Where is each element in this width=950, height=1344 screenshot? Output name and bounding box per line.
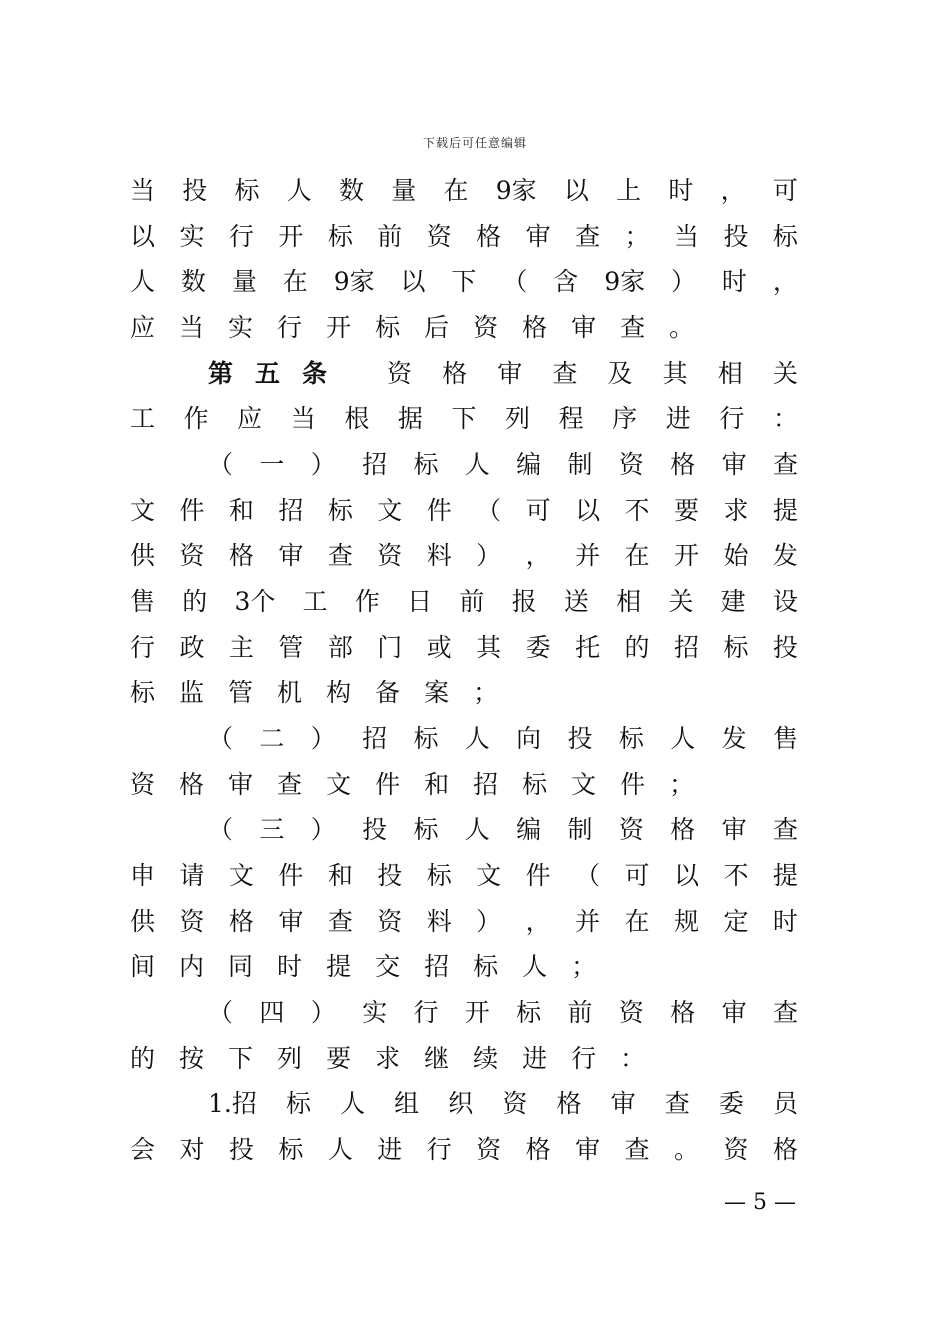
glyph: 同 (228, 952, 254, 981)
glyph: 格 (476, 222, 502, 251)
glyph: 或 (426, 633, 452, 662)
glyph: 审 (610, 1089, 636, 1118)
glyph: 文 (571, 770, 597, 799)
glyph: 招 (362, 724, 388, 753)
glyph: ） (476, 541, 502, 570)
glyph: 程 (558, 404, 584, 433)
glyph: 1.招 (208, 1089, 257, 1118)
glyph: 人 (340, 1089, 366, 1118)
glyph: 3个 (234, 587, 276, 616)
glyph: 文 (476, 861, 502, 890)
glyph: 进 (665, 404, 691, 433)
glyph: ， (525, 541, 551, 570)
glyph: 件 (375, 770, 401, 799)
glyph: （ (208, 724, 234, 753)
glyph: 查 (772, 450, 798, 479)
glyph: 投 (182, 176, 208, 205)
text-line (130, 947, 798, 987)
text-line (208, 719, 798, 759)
glyph: 组 (394, 1089, 420, 1118)
glyph: 进 (522, 1044, 548, 1073)
glyph: 格 (670, 998, 696, 1027)
text-line (208, 810, 798, 850)
glyph: 资 (473, 313, 499, 342)
glyph: 开 (278, 222, 304, 251)
glyph: 查 (552, 359, 578, 388)
glyph: 并 (575, 907, 601, 936)
glyph: 设 (772, 587, 798, 616)
glyph: ， (772, 267, 798, 296)
text-line (130, 262, 798, 302)
glyph: 标 (426, 861, 452, 890)
glyph: （ (208, 815, 234, 844)
glyph: 资 (377, 541, 403, 570)
glyph: 标 (723, 633, 749, 662)
glyph: 文 (130, 496, 156, 525)
glyph: 格 (228, 541, 254, 570)
glyph: 查 (575, 222, 601, 251)
glyph: 日 (407, 587, 433, 616)
glyph: 标 (413, 450, 439, 479)
glyph: 查 (772, 998, 798, 1027)
glyph: 其 (476, 633, 502, 662)
glyph: 格 (772, 1135, 798, 1164)
glyph: 资 (130, 770, 156, 799)
glyph: 资 (618, 815, 644, 844)
glyph: 和 (424, 770, 450, 799)
glyph: 时 (668, 176, 694, 205)
glyph: 行 (426, 1135, 452, 1164)
glyph: 的 (130, 1044, 156, 1073)
glyph: 标 (327, 222, 353, 251)
glyph: ； (669, 770, 695, 799)
glyph: 编 (516, 815, 542, 844)
glyph: 当 (673, 222, 699, 251)
glyph: 格 (228, 907, 254, 936)
page-number: — 5 — (724, 1190, 796, 1215)
glyph: 可 (525, 496, 551, 525)
glyph: 数 (180, 267, 206, 296)
glyph: 料 (426, 541, 452, 570)
glyph: 始 (723, 541, 749, 570)
text-line (208, 993, 798, 1033)
glyph: 序 (612, 404, 638, 433)
glyph: 以 (400, 267, 426, 296)
glyph: 工 (302, 587, 328, 616)
glyph: 投 (723, 222, 749, 251)
glyph: 9家 (495, 176, 537, 205)
glyph: 查 (277, 770, 303, 799)
glyph: 管 (228, 678, 254, 707)
glyph: 以 (563, 176, 589, 205)
glyph: 当 (290, 404, 316, 433)
glyph: 审 (721, 998, 747, 1027)
glyph: ） (310, 998, 336, 1027)
glyph: 投 (362, 815, 388, 844)
text-line (130, 399, 798, 439)
glyph: 要 (326, 1044, 352, 1073)
glyph: 不 (723, 861, 749, 890)
glyph: 管 (278, 633, 304, 662)
glyph: 格 (525, 1135, 551, 1164)
glyph: 查 (664, 1089, 690, 1118)
glyph: ： (620, 1044, 646, 1073)
glyph: 审 (721, 450, 747, 479)
glyph: 。 (673, 1135, 699, 1164)
glyph: 在 (443, 176, 469, 205)
glyph: 门 (377, 633, 403, 662)
glyph: 主 (228, 633, 254, 662)
glyph: 间 (130, 952, 156, 981)
glyph: 对 (179, 1135, 205, 1164)
glyph: 标 (772, 222, 798, 251)
glyph: 二 (259, 724, 285, 753)
glyph: 审 (278, 907, 304, 936)
text-line (130, 902, 798, 942)
text-line (130, 491, 798, 531)
glyph: 发 (721, 724, 747, 753)
glyph: 文 (228, 861, 254, 890)
glyph: 要 (673, 496, 699, 525)
glyph: 应 (130, 313, 156, 342)
glyph: 格 (442, 359, 468, 388)
glyph: 行 (277, 313, 303, 342)
glyph: 量 (231, 267, 257, 296)
glyph: 委 (525, 633, 551, 662)
glyph: ， (525, 907, 551, 936)
glyph: 在 (624, 541, 650, 570)
glyph: 提 (772, 861, 798, 890)
glyph: ） (476, 907, 502, 936)
glyph: 招 (278, 496, 304, 525)
text-line (130, 628, 798, 668)
glyph: 资 (476, 1135, 502, 1164)
glyph: 续 (473, 1044, 499, 1073)
glyph: 三 (259, 815, 285, 844)
glyph: 继 (424, 1044, 450, 1073)
glyph: 员 (772, 1089, 798, 1118)
glyph: 标 (278, 1135, 304, 1164)
glyph: 申 (130, 861, 156, 890)
glyph: 标 (130, 678, 156, 707)
glyph: 求 (723, 496, 749, 525)
glyph: 售 (130, 587, 156, 616)
glyph: 数 (339, 176, 365, 205)
text-line (130, 217, 798, 257)
glyph: 提 (772, 496, 798, 525)
glyph: 文 (326, 770, 352, 799)
glyph: 工 (130, 404, 156, 433)
glyph: 和 (228, 496, 254, 525)
glyph: 人 (670, 724, 696, 753)
glyph: 和 (327, 861, 353, 890)
glyph: 。 (669, 313, 695, 342)
glyph: ； (473, 678, 499, 707)
glyph: 审 (571, 313, 597, 342)
glyph: 行 (130, 633, 156, 662)
glyph: 在 (624, 907, 650, 936)
glyph: 人 (327, 1135, 353, 1164)
glyph: 标 (516, 998, 542, 1027)
glyph: 查 (620, 313, 646, 342)
glyph: ） (310, 724, 336, 753)
glyph: 资 (377, 907, 403, 936)
glyph: 相 (616, 587, 642, 616)
glyph: 实 (179, 222, 205, 251)
glyph: 四 (259, 998, 285, 1027)
glyph: 供 (130, 541, 156, 570)
glyph: 件 (525, 861, 551, 890)
text-line (208, 1084, 798, 1124)
text-line (208, 445, 798, 485)
glyph: 投 (772, 633, 798, 662)
glyph: 列 (277, 1044, 303, 1073)
glyph: 标 (285, 1089, 311, 1118)
glyph: 供 (130, 907, 156, 936)
glyph: 标 (473, 952, 499, 981)
glyph: 交 (375, 952, 401, 981)
glyph: 送 (563, 587, 589, 616)
glyph: 格 (522, 313, 548, 342)
glyph: 标 (522, 770, 548, 799)
glyph: 量 (391, 176, 417, 205)
glyph: 不 (624, 496, 650, 525)
glyph: 开 (326, 313, 352, 342)
glyph: 当 (130, 176, 156, 205)
glyph: 审 (525, 222, 551, 251)
glyph: 件 (179, 496, 205, 525)
article-heading: 第五条 (208, 359, 350, 388)
glyph: 上 (616, 176, 642, 205)
glyph: 关 (668, 587, 694, 616)
glyph: 人 (464, 815, 490, 844)
glyph: 格 (179, 770, 205, 799)
glyph: 行 (228, 222, 254, 251)
glyph: 售 (772, 724, 798, 753)
glyph: 招 (473, 770, 499, 799)
glyph: 审 (497, 359, 523, 388)
glyph: 格 (670, 815, 696, 844)
glyph: （ (575, 861, 601, 890)
glyph: 托 (575, 633, 601, 662)
glyph: 资 (502, 1089, 528, 1118)
glyph: 求 (375, 1044, 401, 1073)
glyph: 审 (228, 770, 254, 799)
glyph: 监 (179, 678, 205, 707)
glyph: 资 (618, 998, 644, 1027)
glyph: 相 (717, 359, 743, 388)
text-line (130, 765, 798, 805)
glyph: 进 (377, 1135, 403, 1164)
glyph: 9家 (604, 267, 646, 296)
glyph: 实 (362, 998, 388, 1027)
text-line (130, 536, 798, 576)
glyph: 以 (673, 861, 699, 890)
glyph: 作 (354, 587, 380, 616)
text-line (130, 308, 798, 348)
glyph: 审 (575, 1135, 601, 1164)
glyph: ， (720, 176, 746, 205)
article-intro (387, 354, 798, 394)
glyph: 定 (723, 907, 749, 936)
glyph: 部 (327, 633, 353, 662)
glyph: 标 (413, 815, 439, 844)
glyph: 时 (721, 267, 747, 296)
glyph: 审 (278, 541, 304, 570)
glyph: 资 (179, 907, 205, 936)
glyph: 招 (362, 450, 388, 479)
glyph: 备 (375, 678, 401, 707)
text-line (130, 582, 798, 622)
glyph: 实 (228, 313, 254, 342)
glyph: 根 (344, 404, 370, 433)
glyph: （ (208, 998, 234, 1027)
glyph: 一 (259, 450, 285, 479)
glyph: 的 (624, 633, 650, 662)
glyph: 当 (179, 313, 205, 342)
glyph: 建 (720, 587, 746, 616)
glyph: 审 (721, 815, 747, 844)
glyph: 下 (451, 267, 477, 296)
glyph: 列 (505, 404, 531, 433)
glyph: 据 (397, 404, 423, 433)
glyph: 时 (772, 907, 798, 936)
glyph: 资 (387, 359, 413, 388)
glyph: 前 (567, 998, 593, 1027)
glyph: 资 (618, 450, 644, 479)
glyph: （ (208, 450, 234, 479)
glyph: 织 (448, 1089, 474, 1118)
glyph: 含 (553, 267, 579, 296)
glyph: 时 (277, 952, 303, 981)
glyph: 前 (377, 222, 403, 251)
glyph: 件 (426, 496, 452, 525)
glyph: 标 (375, 313, 401, 342)
glyph: 标 (327, 496, 353, 525)
glyph: 人 (286, 176, 312, 205)
text-line (130, 1039, 798, 1079)
glyph: ： (772, 404, 798, 433)
glyph: 料 (426, 907, 452, 936)
glyph: 机 (277, 678, 303, 707)
glyph: ； (624, 222, 650, 251)
glyph: 行 (571, 1044, 597, 1073)
text-line (130, 856, 798, 896)
glyph: 会 (130, 1135, 156, 1164)
glyph: 以 (575, 496, 601, 525)
glyph: 的 (182, 587, 208, 616)
glyph: 招 (673, 633, 699, 662)
glyph: ） (310, 450, 336, 479)
glyph: 人 (130, 267, 156, 296)
glyph: 人 (464, 450, 490, 479)
glyph: 标 (413, 724, 439, 753)
glyph: 制 (567, 815, 593, 844)
glyph: （ (502, 267, 528, 296)
glyph: ） (671, 267, 697, 296)
glyph: 9家 (333, 267, 375, 296)
glyph: 开 (673, 541, 699, 570)
glyph: 案 (424, 678, 450, 707)
glyph: 其 (662, 359, 688, 388)
glyph: 可 (772, 176, 798, 205)
text-line (130, 171, 798, 211)
glyph: 件 (620, 770, 646, 799)
glyph: 下 (228, 1044, 254, 1073)
glyph: 下 (451, 404, 477, 433)
glyph: 资 (179, 541, 205, 570)
glyph: 招 (424, 952, 450, 981)
glyph: 前 (459, 587, 485, 616)
text-line (130, 673, 798, 713)
glyph: 及 (607, 359, 633, 388)
glyph: 投 (228, 1135, 254, 1164)
glyph: 件 (278, 861, 304, 890)
glyph: 查 (327, 907, 353, 936)
glyph: 投 (567, 724, 593, 753)
glyph: 作 (183, 404, 209, 433)
glyph: 并 (575, 541, 601, 570)
glyph: 编 (516, 450, 542, 479)
article-line (208, 354, 798, 394)
glyph: 按 (179, 1044, 205, 1073)
glyph: 查 (327, 541, 353, 570)
glyph: 关 (772, 359, 798, 388)
glyph: 向 (516, 724, 542, 753)
glyph: 在 (282, 267, 308, 296)
glyph: 应 (237, 404, 263, 433)
glyph: 行 (719, 404, 745, 433)
glyph: 以 (130, 222, 156, 251)
glyph: 人 (464, 724, 490, 753)
glyph: 格 (556, 1089, 582, 1118)
glyph: 投 (377, 861, 403, 890)
glyph: 构 (326, 678, 352, 707)
glyph: 标 (618, 724, 644, 753)
glyph: 报 (511, 587, 537, 616)
glyph: （ (476, 496, 502, 525)
glyph: 规 (673, 907, 699, 936)
glyph: 发 (772, 541, 798, 570)
glyph: 文 (377, 496, 403, 525)
text-line (130, 1130, 798, 1170)
glyph: 查 (624, 1135, 650, 1164)
glyph: 制 (567, 450, 593, 479)
glyph: 开 (464, 998, 490, 1027)
glyph: 后 (424, 313, 450, 342)
glyph: ） (310, 815, 336, 844)
glyph: 查 (772, 815, 798, 844)
header-note: 下载后可任意编辑 (422, 136, 527, 150)
glyph: 行 (413, 998, 439, 1027)
glyph: 内 (179, 952, 205, 981)
glyph: 政 (179, 633, 205, 662)
glyph: 人 (522, 952, 548, 981)
glyph: 委 (718, 1089, 744, 1118)
glyph: 格 (670, 450, 696, 479)
glyph: 标 (234, 176, 260, 205)
glyph: 资 (426, 222, 452, 251)
glyph: ； (571, 952, 597, 981)
glyph: 请 (179, 861, 205, 890)
glyph: 资 (723, 1135, 749, 1164)
glyph: 提 (326, 952, 352, 981)
glyph: 可 (624, 861, 650, 890)
